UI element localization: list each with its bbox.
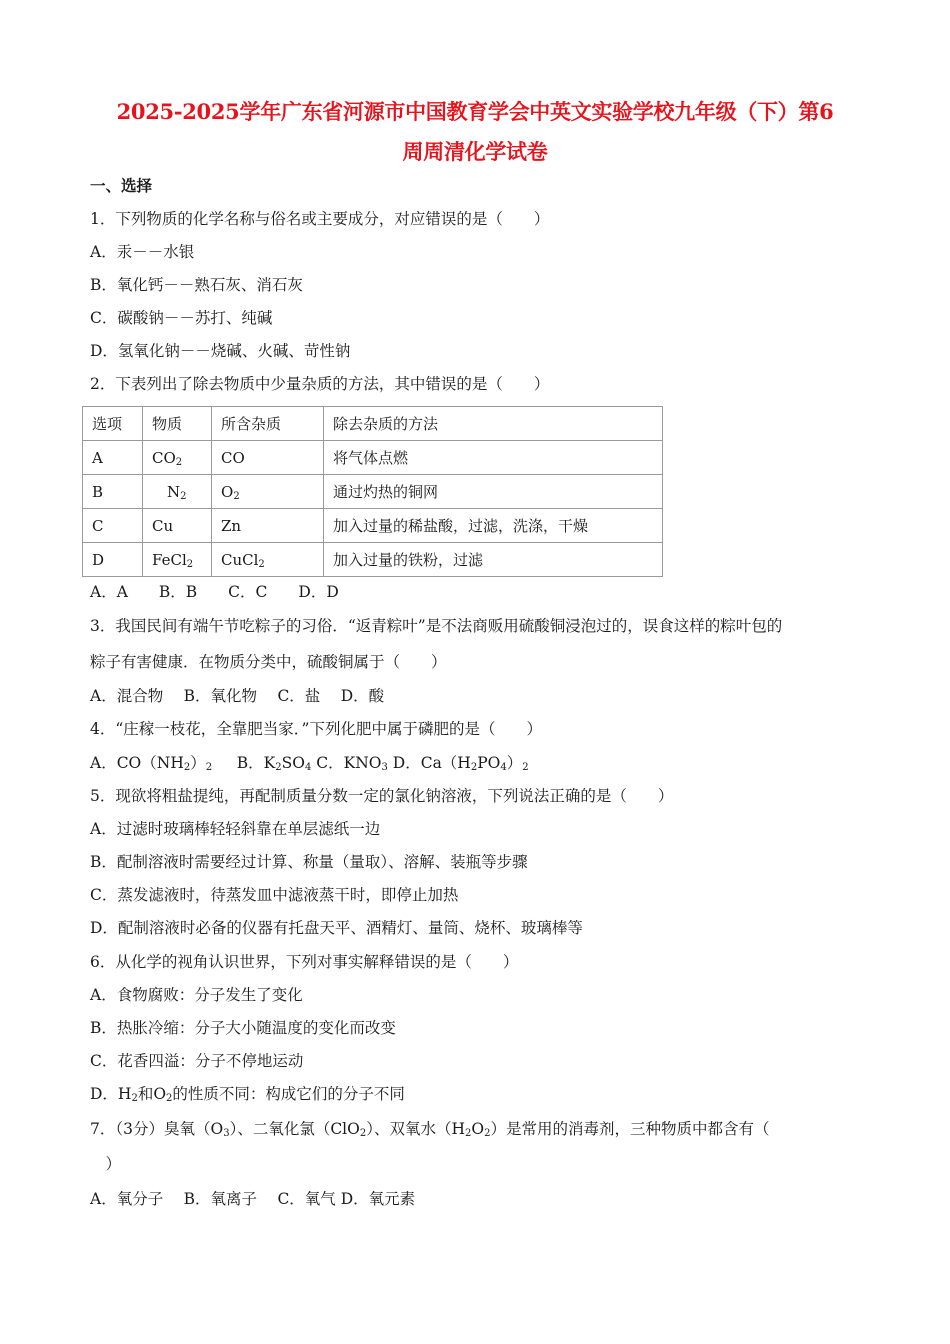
q5-option-d: D．配制溶液时必备的仪器有托盘天平、酒精灯、量筒、烧杯、玻璃棒等 — [90, 919, 583, 937]
q4-options: A．$CO(NH_2)_2$ B．$K_2SO_4$ C．$KNO_3$ D．$Ca(H_2PO_4)_2$ — [90, 754, 529, 773]
table-cell: 通过灼热的铜网 — [324, 475, 663, 509]
table-row — [83, 475, 663, 509]
q6-option-d: D．$H_2$和$O_2$的性质不同：构成它们的分子不同 — [90, 1085, 405, 1104]
q4-stem: 4．“庄稼一枝花，全靠肥当家．”下列化肥中属于磷肥的是（ ） — [90, 720, 542, 738]
table-cell: Cu — [143, 509, 212, 543]
table-cell: 加入过量的铁粉，过滤 — [324, 543, 663, 577]
q5-option-c: C．蒸发滤液时，待蒸发皿中滤液蒸干时，即停止加热 — [90, 886, 459, 904]
table-header: 所含杂质 — [212, 407, 324, 441]
table-cell: CuCl$_2$ — [212, 543, 324, 577]
q1-option-b: B．氧化钙－－熟石灰、消石灰 — [90, 276, 303, 294]
table-row — [83, 543, 663, 577]
q6-option-c: C．花香四溢：分子不停地运动 — [90, 1052, 304, 1070]
table-cell: $CO_2$ — [143, 441, 212, 475]
table-header: 除去杂质的方法 — [324, 407, 663, 441]
q5-stem: 5．现欲将粗盐提纯，再配制质量分数一定的氯化钠溶液，下列说法正确的是（ ） — [90, 787, 674, 805]
table-row — [83, 509, 663, 543]
table-header: 选项 — [83, 407, 143, 441]
q2-options: A．A B．B C．C D．D — [90, 583, 339, 601]
table-cell: FeCl$_2$ — [143, 543, 212, 577]
table-cell: C — [83, 509, 143, 543]
table-row — [83, 441, 663, 475]
q1-stem: 1．下列物质的化学名称与俗名或主要成分，对应错误的是（ ） — [90, 210, 550, 228]
q1-option-a: A．汞－－水银 — [90, 243, 195, 261]
table-cell: Zn — [212, 509, 324, 543]
section-heading: 一、选择 — [90, 176, 153, 195]
q7-stem-line-2: ） — [90, 1155, 122, 1173]
q6-option-b: B．热胀冷缩：分子大小随温度的变化而改变 — [90, 1019, 396, 1037]
table-cell: 加入过量的稀盐酸，过滤，洗涤，干燥 — [324, 509, 663, 543]
q1-option-c: C．碳酸钠－－苏打、纯碱 — [90, 309, 273, 327]
q7-options: A．氧分子 B．氧离子 C．氧气 D．氧元素 — [90, 1190, 416, 1208]
q3-options: A．混合物 B．氧化物 C．盐 D．酸 — [90, 687, 385, 705]
q6-stem: 6．从化学的视角认识世界，下列对事实解释错误的是（ ） — [90, 953, 519, 971]
table-cell: 将气体点燃 — [324, 441, 663, 475]
table-cell: CO — [212, 441, 324, 475]
q7-stem-line-1: 7．（3分）臭氧$(O_3)$、二氧化氯（ClO$_2$）、双氧水$(H_2O_2)$是常用的消毒剂，三种物质中都含有（ — [90, 1120, 770, 1139]
q1-option-d: D．氢氧化钠－－烧碱、火碱、苛性钠 — [90, 342, 351, 360]
q3-stem-line-1: 3．我国民间有端午节吃粽子的习俗．“返青粽叶”是不法商贩用硫酸铜浸泡过的，误食这样的粽叶包的 — [90, 617, 783, 635]
q2-stem: 2．下表列出了除去物质中少量杂质的方法，其中错误的是（ ） — [90, 375, 550, 393]
table-cell: $O_2$ — [212, 475, 324, 509]
table-cell: $N_2$ — [143, 475, 212, 509]
q3-stem-line-2: 粽子有害健康．在物质分类中，硫酸铜属于（ ） — [90, 653, 447, 671]
table-header: 物质 — [143, 407, 212, 441]
table-cell: A — [83, 441, 143, 475]
q5-option-b: B．配制溶液时需要经过计算、称量（量取）、溶解、装瓶等步骤 — [90, 853, 528, 871]
title-line-1: 2025-2025学年广东省河源市中国教育学会中英文实验学校九年级（下）第6 — [116, 99, 834, 124]
table-cell: D — [83, 543, 143, 577]
q2-table — [82, 406, 663, 577]
q6-option-a: A．食物腐败：分子发生了变化 — [90, 986, 303, 1004]
title-line-2: 周周清化学试卷 — [402, 139, 548, 164]
table-header-row — [83, 407, 663, 441]
table-cell: B — [83, 475, 143, 509]
q5-option-a: A．过滤时玻璃棒轻轻斜靠在单层滤纸一边 — [90, 820, 381, 838]
